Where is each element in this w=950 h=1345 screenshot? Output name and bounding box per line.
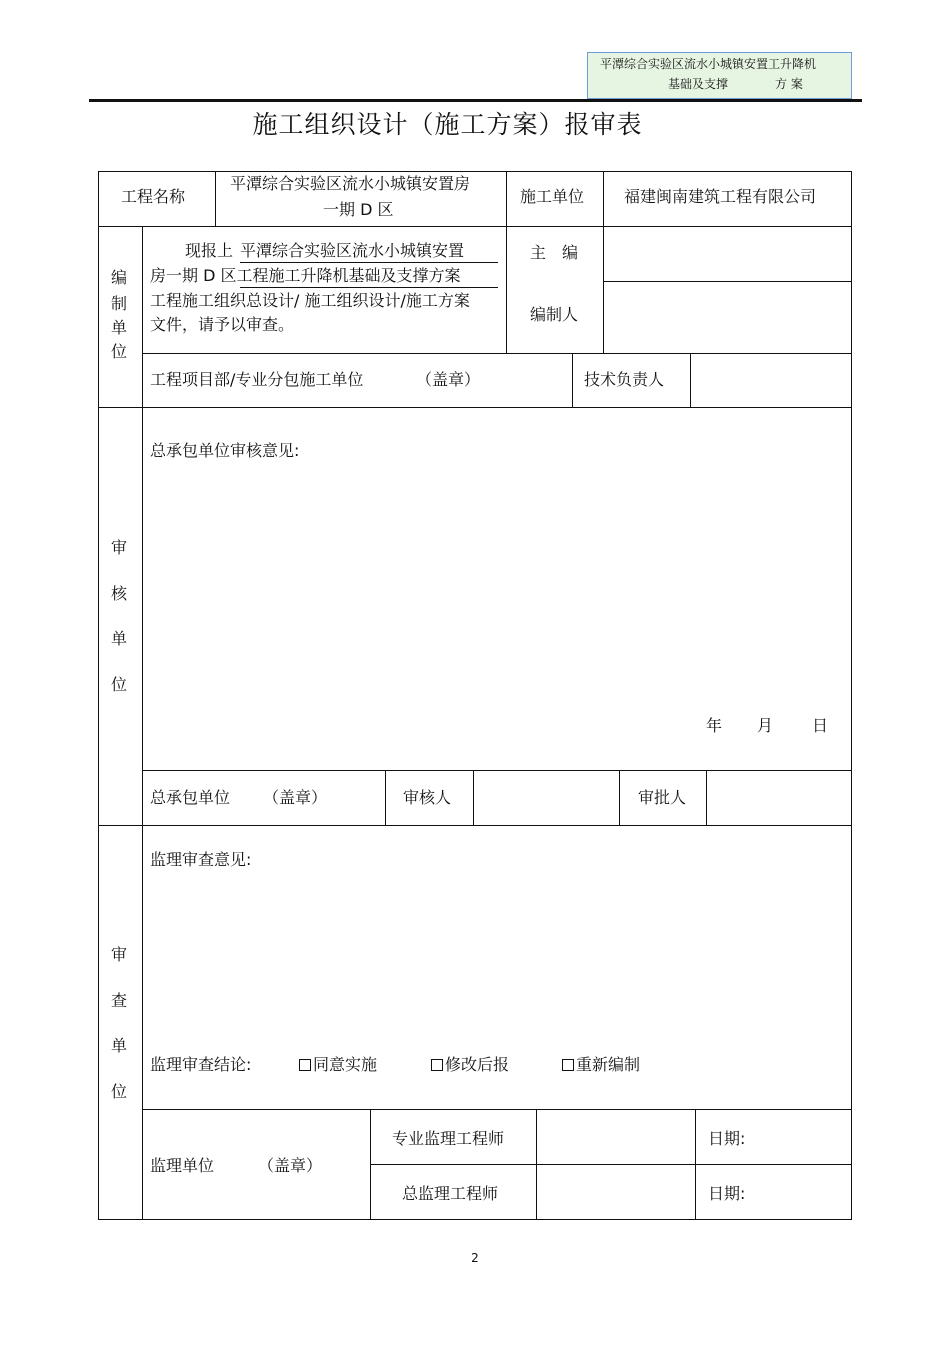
option-approve-label: 同意实施: [313, 1055, 378, 1074]
project-dept-seal: （盖章）: [416, 370, 481, 389]
compile-side-char: 单: [111, 318, 128, 337]
underline: [240, 262, 498, 263]
col-divider: [695, 1109, 696, 1220]
col-divider: [215, 171, 216, 227]
col-divider: [706, 770, 707, 826]
option-recompile[interactable]: [562, 1055, 640, 1075]
review-side-char: 审: [111, 538, 128, 557]
header-rule: [89, 99, 862, 102]
general-contractor-label: 总承包单位: [150, 788, 231, 807]
col-divider: [690, 353, 691, 408]
submission-text-line2: 房一期 D 区工程施工升降机基础及支撑方案: [150, 266, 461, 285]
header-line-1: 平潭综合实验区流水小城镇安置工升降机: [600, 57, 817, 71]
checkbox[interactable]: [431, 1059, 443, 1071]
date-label: 日期:: [708, 1184, 746, 1203]
col-divider: [506, 171, 507, 227]
review-side-char: 单: [111, 629, 128, 648]
approver-label: 审批人: [638, 788, 687, 807]
review-side-char: 核: [111, 584, 128, 603]
supervision-side-char: 单: [111, 1036, 128, 1055]
project-dept-label: 工程项目部/专业分包施工单位: [150, 370, 364, 389]
document-header-box: [587, 52, 852, 99]
section-divider: [98, 407, 852, 408]
submission-text-line4: 文件，请予以审查。: [150, 315, 295, 334]
reviewer-label: 审核人: [403, 788, 452, 807]
project-name-value-line1: 平潭综合实验区流水小城镇安置房: [230, 174, 471, 193]
option-revise[interactable]: [431, 1055, 509, 1075]
submission-text-prefix: 现报上: [185, 241, 234, 260]
supervision-side-char: 审: [111, 945, 128, 964]
review-opinion-label: 总承包单位审核意见:: [150, 441, 300, 460]
col-divider: [385, 770, 386, 826]
col-divider: [572, 353, 573, 408]
header-line-3: 方 案: [775, 77, 803, 91]
checkbox[interactable]: [562, 1059, 574, 1071]
review-date-month: 月: [757, 716, 774, 735]
review-date-year: 年: [706, 716, 723, 735]
contractor-label: 施工单位: [520, 187, 585, 206]
col-divider: [536, 1109, 537, 1220]
col-divider: [370, 1109, 371, 1220]
professional-engineer-label: 专业监理工程师: [392, 1129, 505, 1148]
review-date-day: 日: [812, 716, 829, 735]
project-name-label: 工程名称: [121, 187, 186, 206]
row-divider: [142, 770, 852, 771]
supervision-unit-seal: （盖章）: [258, 1156, 323, 1175]
compile-side-char: 制: [111, 294, 128, 313]
section-divider: [98, 825, 852, 826]
option-approve[interactable]: [299, 1055, 377, 1075]
header-line-2: 基础及支撑: [668, 77, 729, 91]
date-label: 日期:: [708, 1129, 746, 1148]
col-divider: [603, 226, 604, 354]
checkbox[interactable]: [299, 1059, 311, 1071]
supervision-side-char: 位: [111, 1082, 128, 1101]
supervision-opinion-label: 监理审查意见:: [150, 850, 252, 869]
col-divider: [619, 770, 620, 826]
side-col-divider: [142, 226, 143, 1220]
row-divider: [603, 281, 852, 282]
col-divider: [473, 770, 474, 826]
review-side-char: 位: [111, 675, 128, 694]
contractor-value: 福建闽南建筑工程有限公司: [624, 187, 817, 206]
supervision-unit-label: 监理单位: [150, 1156, 215, 1175]
compile-side-char: 位: [111, 342, 128, 361]
page-title: 施工组织设计（施工方案）报审表: [252, 110, 643, 139]
chief-engineer-label: 总监理工程师: [402, 1184, 499, 1203]
submission-project-name: 平潭综合实验区流水小城镇安置: [240, 241, 465, 260]
row-divider: [98, 226, 852, 227]
preparer-label: 编制人: [530, 305, 579, 324]
page-number: 2: [471, 1251, 479, 1265]
row-divider: [142, 1109, 852, 1110]
col-divider: [603, 171, 604, 227]
supervision-conclusion-label: 监理审查结论:: [150, 1055, 252, 1074]
row-divider: [370, 1164, 852, 1165]
submission-text-line3: 工程施工组织总设计/ 施工组织设计/施工方案: [150, 291, 470, 310]
row-divider: [142, 353, 852, 354]
project-name-value-line2: 一期 D 区: [323, 200, 394, 219]
underline: [240, 287, 498, 288]
tech-lead-label: 技术负责人: [584, 370, 665, 389]
compile-side-char: 编: [111, 268, 128, 287]
chief-editor-label: 主 编: [530, 243, 579, 262]
supervision-side-char: 查: [111, 991, 128, 1010]
col-divider: [506, 226, 507, 354]
general-contractor-seal: （盖章）: [263, 788, 328, 807]
option-revise-label: 修改后报: [445, 1055, 510, 1074]
option-recompile-label: 重新编制: [576, 1055, 641, 1074]
